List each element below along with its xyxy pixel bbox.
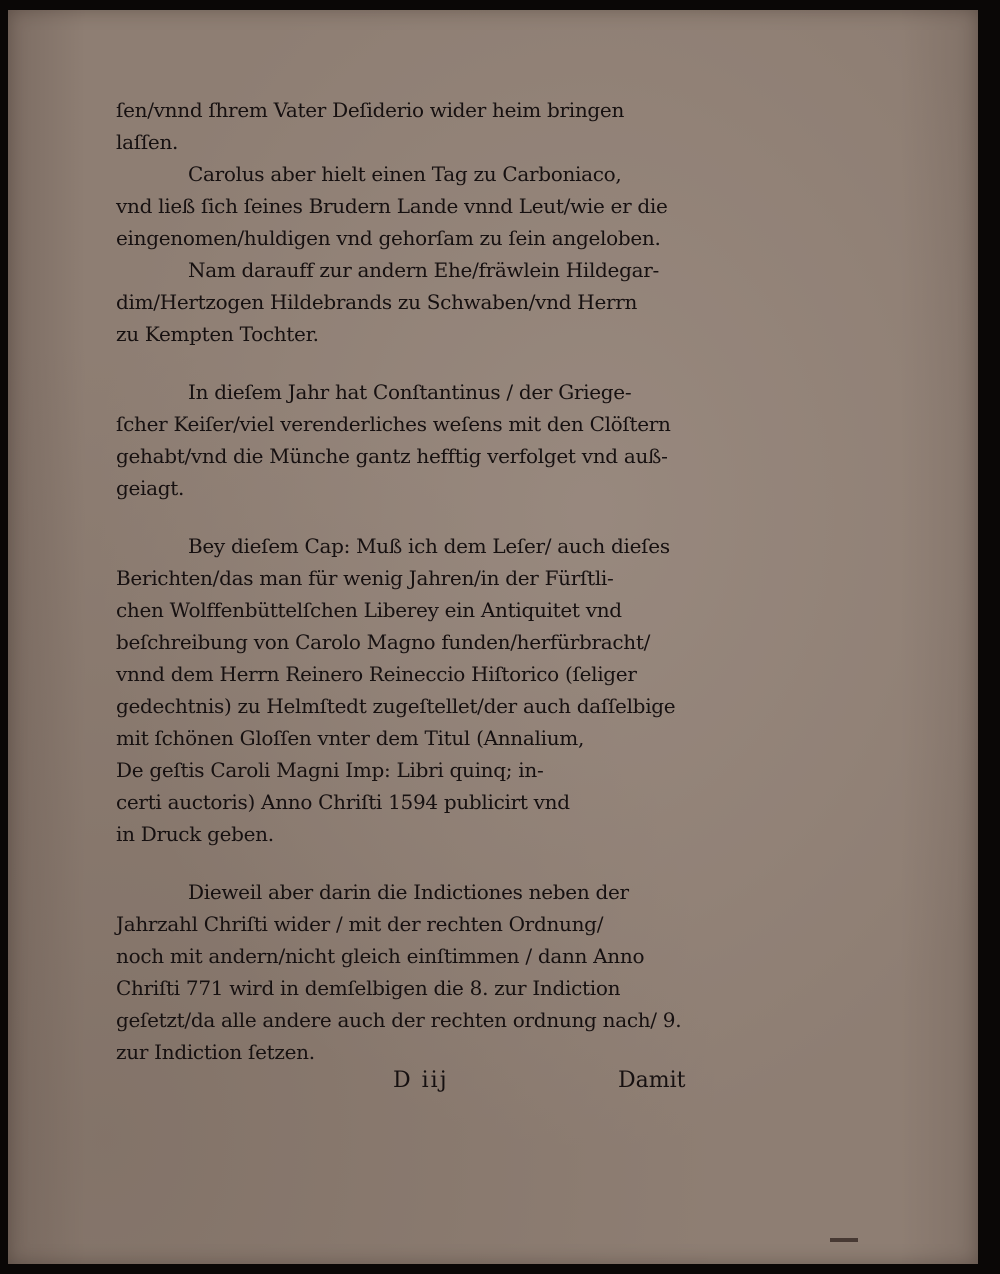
text-line: geſetzt/da alle andere auch der rechten ordnung nach/ 9. — [116, 1008, 682, 1032]
text-line: Nam darauff zur andern Ehe/fräwlein Hildegar- — [188, 258, 659, 282]
text-line: mit ſchönen Gloſſen vnter dem Titul (Annalium, — [116, 726, 584, 750]
text-line: eingenomen/huldigen vnd gehorſam zu ſein angeloben. — [116, 226, 661, 250]
paragraph-3 — [116, 254, 726, 350]
paper-page — [8, 10, 978, 1264]
text-line: Bey dieſem Cap: Muß ich dem Leſer/ auch dieſes — [188, 534, 670, 558]
text-line: in Druck geben. — [116, 822, 274, 846]
text-line: laſſen. — [116, 130, 179, 154]
text-line: gedechtnis) zu Helmſtedt zugeſtellet/der auch daſſelbige — [116, 694, 676, 718]
text-line: Dieweil aber darin die Indictiones neben der — [188, 880, 629, 904]
paragraph-4 — [116, 376, 726, 504]
paragraph-6 — [116, 876, 726, 1068]
text-line: certi auctoris) Anno Chriſti 1594 publicirt vnd — [116, 790, 570, 814]
body-text — [116, 94, 726, 1068]
paragraph-1 — [116, 94, 726, 158]
paragraph-spacer — [116, 504, 726, 530]
catchword: Damit — [618, 1068, 686, 1093]
text-line: ſcher Keiſer/viel verenderliches weſens mit den Clöſtern — [116, 412, 671, 436]
text-line: beſchreibung von Carolo Magno funden/herfürbracht/ — [116, 630, 651, 654]
text-line: zu Kempten Tochter. — [116, 322, 319, 346]
ink-smudge — [830, 1238, 858, 1242]
text-line: vnnd dem Herrn Reinero Reineccio Hiſtorico (ſeliger — [116, 662, 637, 686]
text-line: chen Wolffenbüttelſchen Liberey ein Antiquitet vnd — [116, 598, 622, 622]
paragraph-spacer — [116, 350, 726, 376]
paragraph-5 — [116, 530, 726, 850]
text-line: Berichten/das man für wenig Jahren/in der Fürſtli- — [116, 566, 614, 590]
text-line: noch mit andern/nicht gleich einſtimmen / dann Anno — [116, 944, 645, 968]
text-line: geiagt. — [116, 476, 185, 500]
text-line: zur Indiction ſetzen. — [116, 1040, 315, 1064]
signature-mark: D iij — [393, 1068, 449, 1093]
text-line: Jahrzahl Chriſti wider / mit der rechten Ordnung/ — [116, 912, 604, 936]
text-line: De geſtis Caroli Magni Imp: Libri quinq; in- — [116, 758, 544, 782]
paragraph-spacer — [116, 850, 726, 876]
text-line: In dieſem Jahr hat Conſtantinus / der Griege- — [188, 380, 632, 404]
text-line: dim/Hertzogen Hildebrands zu Schwaben/vnd Herrn — [116, 290, 638, 314]
text-line: gehabt/vnd die Münche gantz hefftig verfolget vnd auß- — [116, 444, 668, 468]
text-line: ſen/vnnd ſhrem Vater Deſiderio wider heim bringen — [116, 98, 625, 122]
text-line: Carolus aber hielt einen Tag zu Carboniaco, — [188, 162, 622, 186]
text-line: Chriſti 771 wird in demſelbigen die 8. zur Indiction — [116, 976, 621, 1000]
text-line: vnd ließ ſich ſeines Brudern Lande vnnd Leut/wie er die — [116, 194, 668, 218]
paragraph-2 — [116, 158, 726, 254]
